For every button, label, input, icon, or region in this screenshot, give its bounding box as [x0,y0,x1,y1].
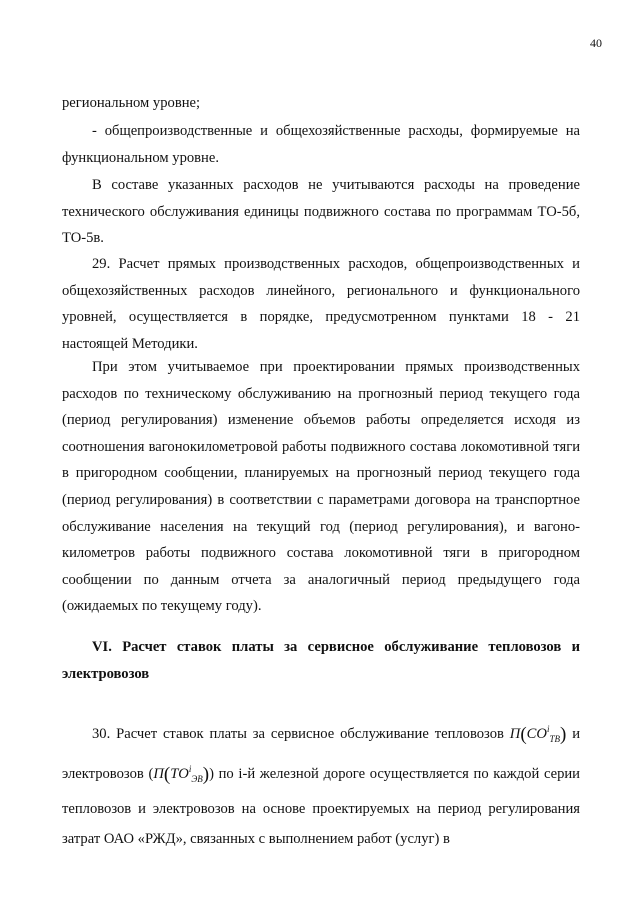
paragraph-item-29: 29. Расчет прямых производственных расходов, общепроизводственных и общехозяйственных расходов линейного, регионального и функционального уровней, осуществляется в порядке, предусмотренном пунктами 18 - 21 настоящей Методики. [62,256,580,352]
page-number: 40 [590,36,602,50]
item-30-text-1: 30. Расчет ставок платы за сервисное обслуживание тепловозов [92,725,504,742]
section-heading-vi: VI. Расчет ставок платы за сервисное обслуживание тепловозов и электровозов [62,639,580,682]
paragraph-excluded-expenses: В составе указанных расходов не учитываются расходы на проведение технического обслуживания единицы подвижного состава по программам ТО-5б, ТО-5в. [62,177,580,247]
formula-service-rate-diesel: $П(СО^i_{ТВ})$ [509,723,567,745]
paragraph-item-30 [62,714,580,854]
paragraph-volume-change: При этом учитываемое при проектировании прямых производственных расходов по техническому обслуживанию на прогнозный период текущего года (период регулирования) изменение объемов работы определяется исходя из соотношения вагонокилометровой работы подвижного состава локомотивной тяги в пригородном сообщении, планируемых на прогнозный период текущего года (период регулирования) в соответствии с параметрами договора на транспортное обслуживание населения на текущий год (период регулирования), и вагоно-километров работы подвижного состава локомотивной тяги в пригородном сообщении по данным отчета за аналогичный период предыдущего года (ожидаемых по текущему году). [62,359,580,615]
formula-service-rate-electric: $П(ТО^i_{ЭВ})$ [153,763,210,785]
item-30-text-4: ) по i-й железной дороге осуществляется по каждой серии тепловозов и электровозов на основе проектируемых на период регулирования затрат ОАО «РЖД», связанных с выполнением работ (услуг) в [62,765,580,847]
paragraph-general-expenses: - общепроизводственные и общехозяйственные расходы, формируемые на функциональном уровне. [62,123,580,166]
paragraph-regional-level: региональном уровне; [62,95,201,111]
item-30-text-2: и [572,725,580,742]
item-30-text-3: электровозов ( [62,765,154,782]
